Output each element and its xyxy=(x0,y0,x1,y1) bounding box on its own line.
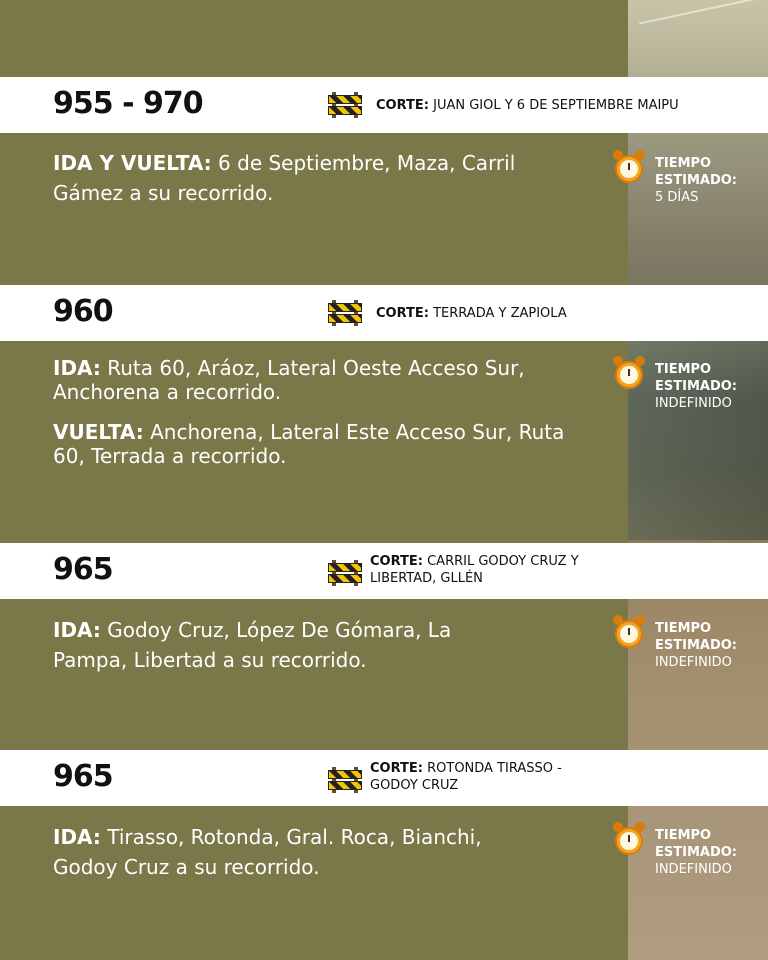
cut-label: CORTE: xyxy=(370,554,423,569)
direction-text: Anchorena, Lateral Este Acceso Sur, Ruta 60, Terrada a recorrido. xyxy=(53,420,565,468)
cut-value: JUAN GIOL Y 6 DE SEPTIEMBRE MAIPU xyxy=(433,97,679,113)
time-label: ESTIMADO: xyxy=(655,845,737,860)
direction-label: VUELTA: xyxy=(53,420,144,444)
direction-label: IDA: xyxy=(53,825,101,849)
direction-label: IDA: xyxy=(53,356,101,380)
cut-description xyxy=(376,305,567,322)
direction-text: Tirasso, Rotonda, Gral. Roca, Bianchi, Godoy Cruz a su recorrido. xyxy=(53,825,482,879)
time-text xyxy=(655,361,737,412)
alarm-clock-icon xyxy=(612,150,646,184)
cut-description xyxy=(370,760,600,794)
route-detail xyxy=(53,148,523,208)
route-number: 955 - 970 xyxy=(53,86,203,121)
cut-description xyxy=(370,553,610,587)
time-value: INDEFINIDO xyxy=(655,655,732,670)
direction-text: Godoy Cruz, López De Gómara, La Pampa, Libertad a su recorrido. xyxy=(53,618,452,672)
alarm-clock-icon xyxy=(612,615,646,649)
time-label: ESTIMADO: xyxy=(655,379,737,394)
route-number: 965 xyxy=(53,552,113,587)
road-barrier-icon xyxy=(328,560,362,586)
cut-value: CARRIL GODOY CRUZ Y LIBERTAD, GLLÉN xyxy=(370,554,579,586)
alarm-clock-icon xyxy=(612,822,646,856)
estimated-time xyxy=(612,150,737,206)
time-label: ESTIMADO: xyxy=(655,173,737,188)
cut-value: TERRADA Y ZAPIOLA xyxy=(433,305,567,321)
cut-value: ROTONDA TIRASSO - GODOY CRUZ xyxy=(370,761,562,793)
time-label: TIEMPO xyxy=(655,156,712,171)
route-number: 960 xyxy=(53,294,113,329)
time-label: TIEMPO xyxy=(655,621,712,636)
time-label: TIEMPO xyxy=(655,828,712,843)
route-header xyxy=(0,77,768,133)
estimated-time xyxy=(612,615,737,671)
top-panel xyxy=(0,0,628,77)
route-number: 965 xyxy=(53,759,113,794)
background-photo-strip xyxy=(628,0,768,960)
direction-label: IDA: xyxy=(53,618,101,642)
route-detail xyxy=(53,420,573,468)
route-detail xyxy=(53,356,593,404)
cut-info xyxy=(328,300,567,326)
route-header xyxy=(0,285,768,341)
time-value: INDEFINIDO xyxy=(655,396,732,411)
time-text xyxy=(655,155,737,206)
route-detail xyxy=(53,822,533,882)
time-text xyxy=(655,620,737,671)
time-label: TIEMPO xyxy=(655,362,712,377)
cut-label: CORTE: xyxy=(370,761,423,776)
cut-info xyxy=(328,553,610,587)
time-value: INDEFINIDO xyxy=(655,862,732,877)
time-text xyxy=(655,827,737,878)
cut-label: CORTE: xyxy=(376,97,429,113)
cut-info xyxy=(328,760,600,794)
direction-text: Ruta 60, Aráoz, Lateral Oeste Acceso Sur, Anchorena a recorrido. xyxy=(53,356,525,404)
road-barrier-icon xyxy=(328,92,362,118)
photo-detail xyxy=(639,0,757,24)
direction-text: 6 de Septiembre, Maza, Carril Gámez a su recorrido. xyxy=(53,151,516,205)
route-header xyxy=(0,543,768,599)
cut-description xyxy=(376,97,679,114)
estimated-time xyxy=(612,822,737,878)
time-label: ESTIMADO: xyxy=(655,638,737,653)
route-detail xyxy=(53,615,473,675)
cut-info xyxy=(328,92,679,118)
road-barrier-icon xyxy=(328,767,362,793)
alarm-clock-icon xyxy=(612,356,646,390)
time-value: 5 DÍAS xyxy=(655,190,699,205)
estimated-time xyxy=(612,356,737,412)
direction-label: IDA Y VUELTA: xyxy=(53,151,212,175)
road-barrier-icon xyxy=(328,300,362,326)
route-header xyxy=(0,750,768,806)
cut-label: CORTE: xyxy=(376,305,429,321)
